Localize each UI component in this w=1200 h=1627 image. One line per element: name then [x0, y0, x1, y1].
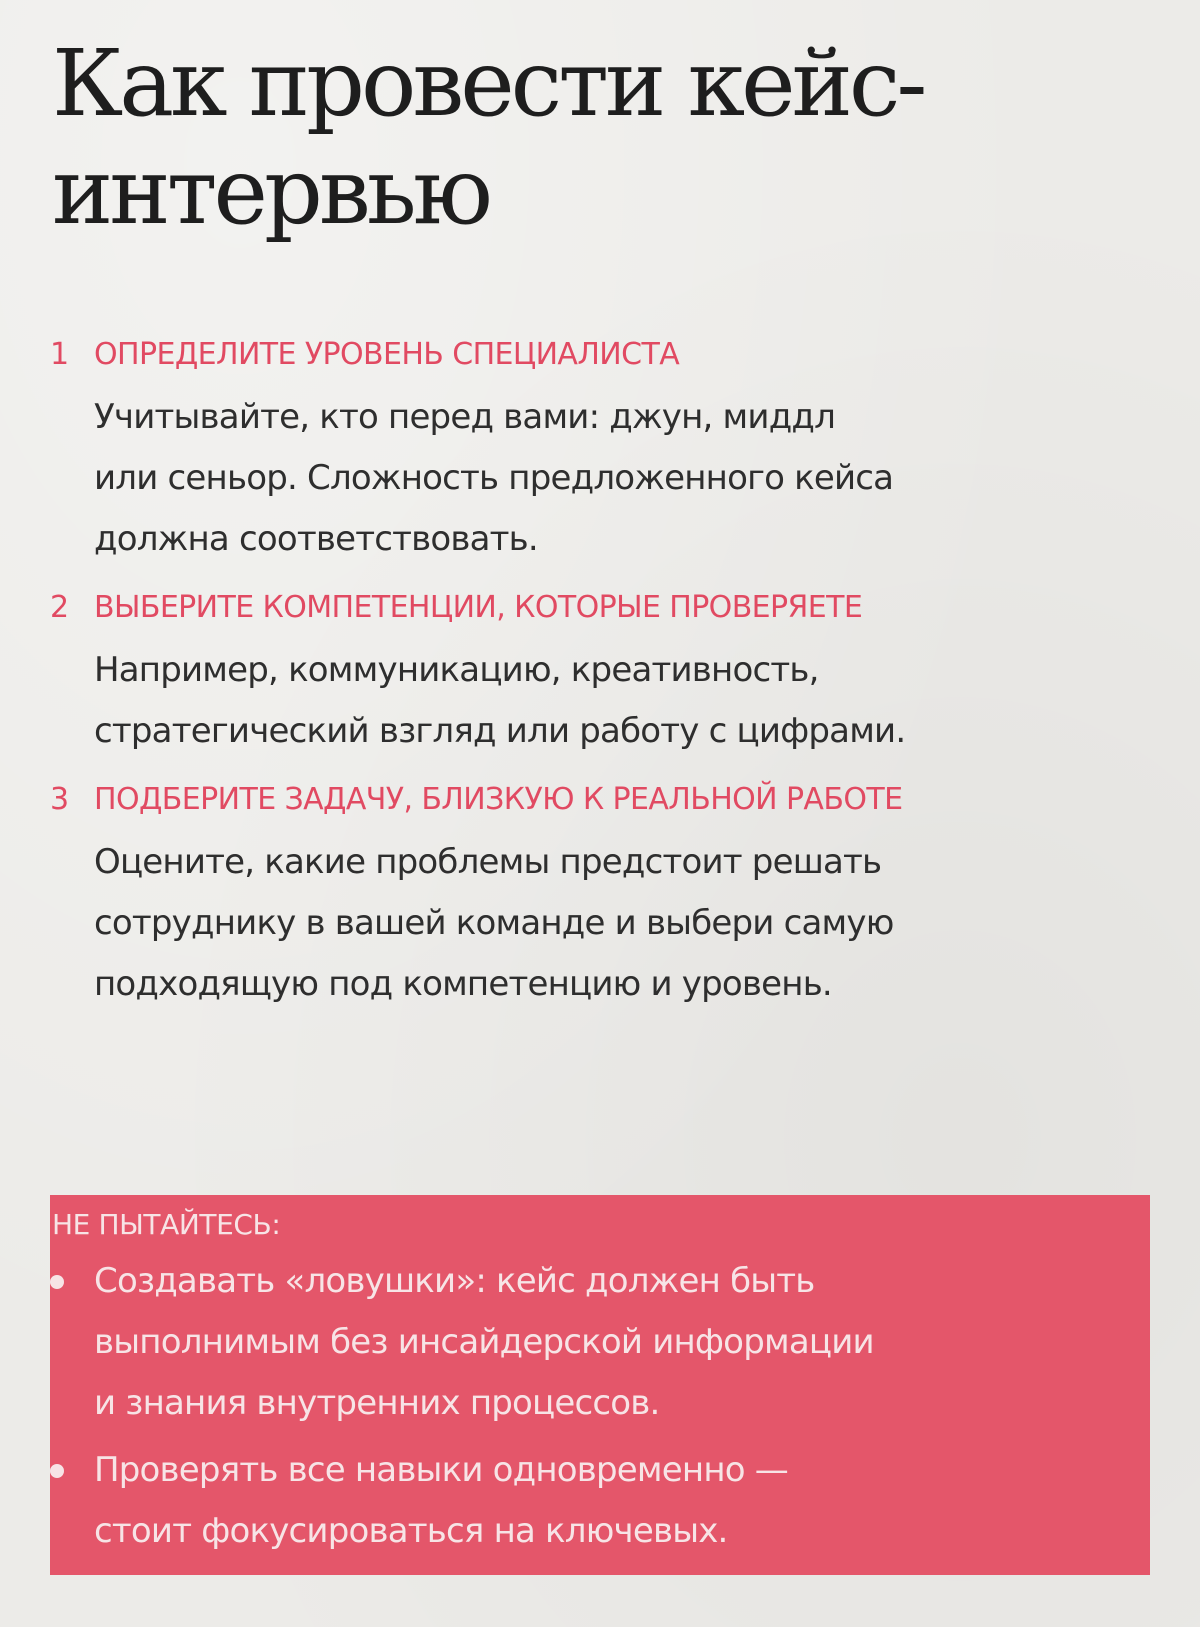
page-title [52, 30, 1052, 246]
title-line-1: Как провести кейс- [52, 30, 924, 137]
step-number: 3 [50, 782, 70, 817]
step-body-line: или сеньор. Сложность предложенного кейса [94, 458, 894, 498]
step-body [94, 387, 1110, 570]
step-number: 2 [50, 590, 70, 625]
bullet-line: Проверять все навыки одновременно — [94, 1450, 788, 1490]
bullet-text [94, 1251, 874, 1434]
step-item-1 [50, 335, 1110, 570]
step-item-2 [50, 588, 1110, 762]
warning-title: НЕ ПЫТАЙТЕСЬ: [52, 1208, 281, 1241]
step-heading: ВЫБЕРИТЕ КОМПЕТЕНЦИИ, КОТОРЫЕ ПРОВЕРЯЕТЕ [94, 590, 863, 625]
step-number: 1 [50, 337, 70, 372]
step-body-line: стратегический взгляд или работу с цифрами. [94, 711, 906, 751]
bullet-line: выполнимым без инсайдерской информации [94, 1322, 874, 1362]
title-line-2: интервью [52, 138, 489, 245]
bullet-line: Создавать «ловушки»: кейс должен быть [94, 1261, 815, 1301]
step-body-line: подходящую под компетенцию и уровень. [94, 964, 832, 1004]
bullet-line: стоит фокусироваться на ключевых. [94, 1511, 728, 1551]
step-body [94, 832, 1110, 1015]
bullet-dot-icon [50, 1464, 64, 1478]
step-body [94, 640, 1110, 762]
step-body-line: должна соответствовать. [94, 519, 538, 559]
step-item-3 [50, 780, 1110, 1015]
bullet-text [94, 1440, 788, 1562]
step-heading: ОПРЕДЕЛИТЕ УРОВЕНЬ СПЕЦИАЛИСТА [94, 337, 680, 372]
step-body-line: сотруднику в вашей команде и выбери самую [94, 903, 894, 943]
step-body-line: Оцените, какие проблемы предстоит решать [94, 842, 882, 882]
steps-list [50, 335, 1110, 1033]
step-body-line: Например, коммуникацию, креативность, [94, 650, 819, 690]
step-heading: ПОДБЕРИТЕ ЗАДАЧУ, БЛИЗКУЮ К РЕАЛЬНОЙ РАБОТЕ [94, 782, 903, 817]
step-body-line: Учитывайте, кто перед вами: джун, миддл [94, 397, 836, 437]
bullet-dot-icon [50, 1275, 64, 1289]
warning-box [50, 1195, 1150, 1575]
bullet-line: и знания внутренних процессов. [94, 1383, 660, 1423]
